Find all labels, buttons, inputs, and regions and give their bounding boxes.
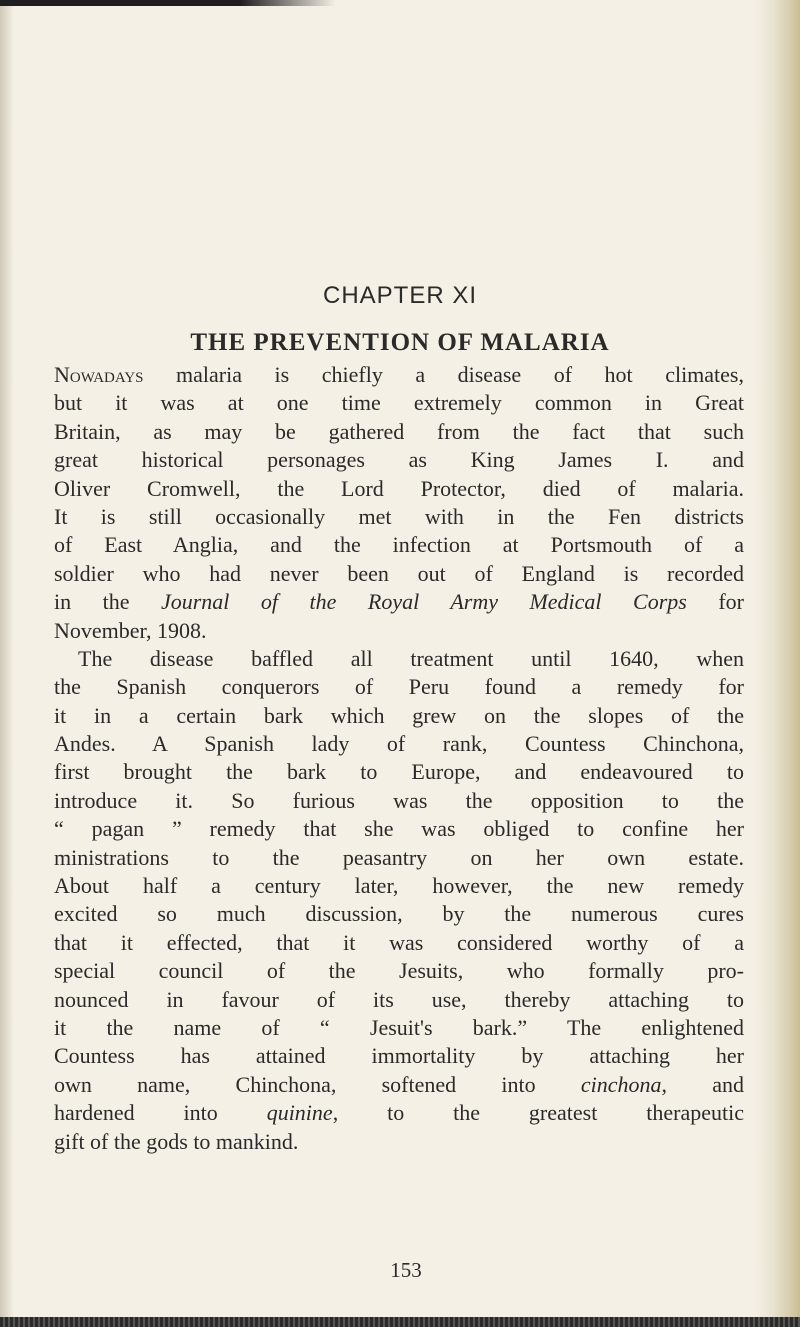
text-line: the Spanish conquerors of Peru found a remedy for [54,674,744,700]
chapter-number: CHAPTER XI [322,282,478,309]
text-line: It is still occasionally met with in the Fen districts [54,503,744,529]
italic-phrase: quinine [266,1100,333,1126]
text-line: introduce it. So furious was the opposition to the [54,787,744,813]
text-line: Oliver Cromwell, the Lord Protector, died of malaria. [54,475,744,501]
text-line: About half a century later, however, the new remedy [54,873,744,899]
text-line: “ pagan ” remedy that she was obliged to confine her [54,816,744,842]
page-edge-shadow [754,0,800,1327]
text-line: Nowadays malaria is chiefly a disease of hot climates, [54,362,744,387]
text-line: ministrations to the peasantry on her own estate. [54,844,744,870]
text-line: nounced in favour of its use, thereby attaching to [54,986,744,1012]
text-line: Andes. A Spanish lady of rank, Countess Chinchona, [54,731,744,757]
text-line: great historical personages as King James I. and [54,447,744,473]
text-line: excited so much discussion, by the numerous cures [54,901,744,927]
text-line: of East Anglia, and the infection at Portsmouth of a [54,532,744,558]
text-line: Britain, as may be gathered from the fact that such [54,418,744,444]
text-line-with-italic-cinchona: own name, Chinchona, softened into cinchona, and [54,1071,744,1097]
text-line: gift of the gods to mankind. [54,1128,299,1154]
text-line: Countess has attained immortality by attaching her [54,1043,744,1069]
page-number: 153 [390,1258,422,1282]
body-text [54,361,744,1156]
text-line: soldier who had never been out of England is recorded [54,560,744,586]
italic-phrase: Journal of the Royal Army Medical Corps [160,589,687,615]
italic-phrase: cinchona [580,1071,662,1097]
scan-bottom-edge [0,1317,800,1327]
scan-top-edge [0,0,800,6]
text-line: that it effected, that it was considered worthy of a [54,929,744,955]
text-line: special council of the Jesuits, who formally pro- [54,958,744,984]
text-line-with-italic-journal: in the Journal of the Royal Army Medical Corps for [54,589,744,615]
text-line: The disease baffled all treatment until 1640, when [78,645,744,671]
text-line: November, 1908. [54,617,207,643]
page-gutter-shadow [0,0,14,1327]
text-line: it in a certain bark which grew on the slopes of the [54,702,744,728]
text-line: it the name of “ Jesuit's bark.” The enlightened [54,1014,744,1040]
text-line-with-italic-quinine: hardened into quinine, to the greatest therapeutic [54,1100,744,1126]
chapter-title: THE PREVENTION OF MALARIA [190,329,610,356]
opening-small-caps: Nowadays [54,362,144,387]
text-line: first brought the bark to Europe, and endeavoured to [54,759,744,785]
text-line: but it was at one time extremely common in Great [54,390,744,416]
